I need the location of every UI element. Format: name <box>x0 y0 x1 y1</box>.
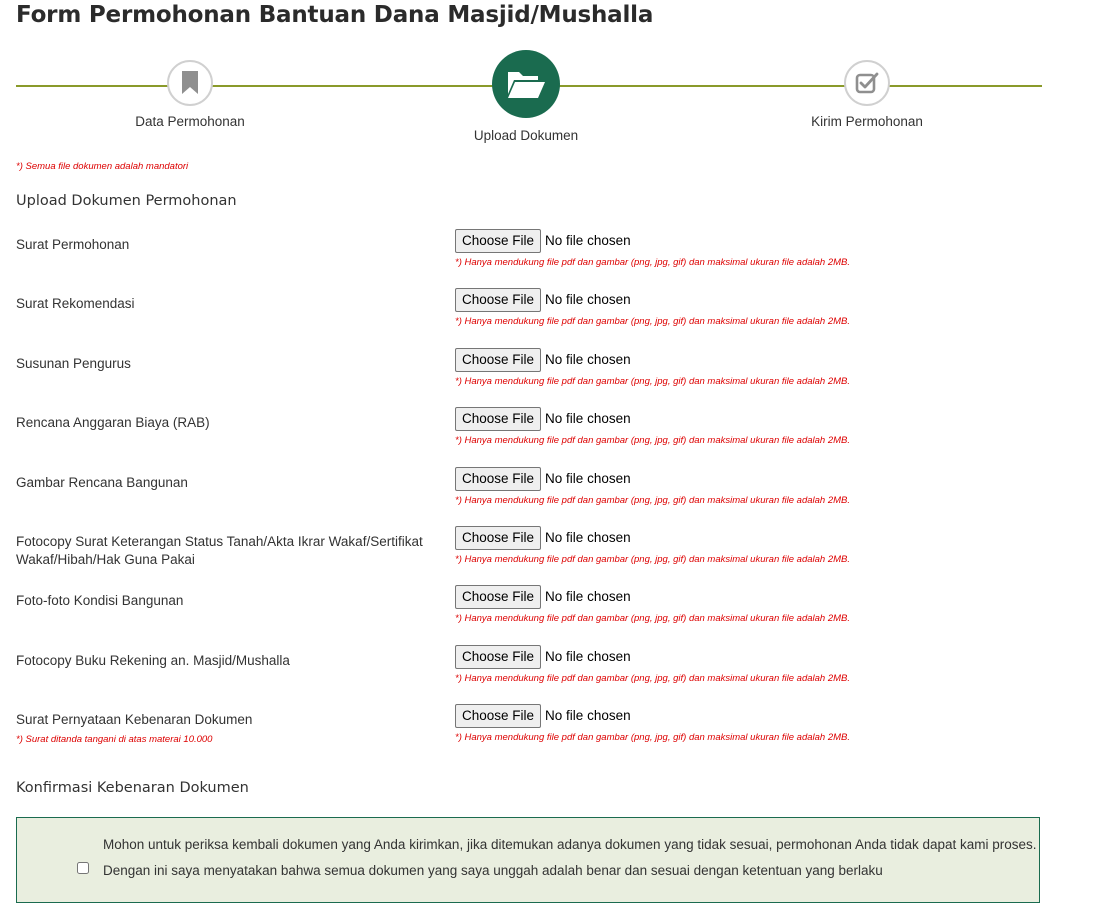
field-label: Fotocopy Buku Rekening an. Masjid/Mushalla <box>16 652 290 668</box>
upload-row-rab <box>16 407 1056 466</box>
step-label: Kirim Permohonan <box>811 114 923 129</box>
file-input-gambar-rencana[interactable] <box>455 467 631 491</box>
choose-file-button[interactable]: Choose File <box>455 348 541 372</box>
choose-file-button[interactable]: Choose File <box>455 467 541 491</box>
choose-file-button[interactable]: Choose File <box>455 407 541 431</box>
field-label: Surat Permohonan <box>16 237 130 252</box>
step-label: Upload Dokumen <box>473 128 579 143</box>
file-hint: *) Hanya mendukung file pdf dan gambar (png, jpg, gif) dan maksimal ukuran file adalah 2MB. <box>455 613 850 625</box>
file-status: No file chosen <box>545 589 631 605</box>
confirm-section-title: Konfirmasi Kebenaran Dokumen <box>16 780 249 796</box>
field-label: Foto-foto Kondisi Bangunan <box>16 593 184 609</box>
choose-file-button[interactable]: Choose File <box>455 585 541 609</box>
upload-row-surat-permohonan <box>16 229 1056 288</box>
step-kirim-permohonan[interactable] <box>747 60 987 129</box>
step-label: Data Permohonan <box>135 114 245 129</box>
file-status: No file chosen <box>545 708 631 724</box>
file-status: No file chosen <box>545 648 631 664</box>
field-label: Susunan Pengurus <box>16 355 131 371</box>
file-input-susunan-pengurus[interactable] <box>455 348 631 372</box>
confirm-checkbox[interactable] <box>77 862 89 874</box>
file-input-rab[interactable] <box>455 407 631 431</box>
confirm-message: Mohon untuk periksa kembali dokumen yang Anda kirimkan, jika ditemukan adanya dokumen yang tidak sesuai, permohonan Anda tidak dapat kami proses. <box>103 837 1037 852</box>
bookmark-icon <box>181 71 199 95</box>
step-circle <box>844 60 890 106</box>
file-input-buku-rekening[interactable] <box>455 645 631 669</box>
step-circle-active <box>492 50 560 118</box>
upload-field-list <box>16 229 1056 764</box>
choose-file-button[interactable]: Choose File <box>455 229 541 253</box>
check-square-icon <box>855 71 879 95</box>
upload-row-buku-rekening <box>16 645 1056 704</box>
field-label <box>16 711 426 749</box>
file-hint: *) Hanya mendukung file pdf dan gambar (png, jpg, gif) dan maksimal ukuran file adalah 2MB. <box>455 494 850 506</box>
upload-row-surat-rekomendasi <box>16 288 1056 347</box>
file-status: No file chosen <box>545 529 631 545</box>
file-hint: *) Hanya mendukung file pdf dan gambar (png, jpg, gif) dan maksimal ukuran file adalah 2MB. <box>455 375 850 387</box>
file-input-surat-permohonan[interactable] <box>455 229 631 253</box>
file-input-status-tanah[interactable] <box>455 526 631 550</box>
file-status: No file chosen <box>545 292 631 308</box>
file-hint: *) Hanya mendukung file pdf dan gambar (png, jpg, gif) dan maksimal ukuran file adalah 2MB. <box>455 553 850 565</box>
page-title: Form Permohonan Bantuan Dana Masjid/Mushalla <box>16 2 654 28</box>
step-upload-dokumen[interactable] <box>406 50 646 143</box>
file-hint: *) Hanya mendukung file pdf dan gambar (png, jpg, gif) dan maksimal ukuran file adalah 2MB. <box>455 316 850 328</box>
upload-row-status-tanah <box>16 526 1056 585</box>
step-circle <box>167 60 213 106</box>
file-status: No file chosen <box>545 470 631 486</box>
upload-row-foto-kondisi <box>16 585 1056 644</box>
choose-file-button[interactable]: Choose File <box>455 288 541 312</box>
field-label: Surat Rekomendasi <box>16 296 135 312</box>
choose-file-button[interactable]: Choose File <box>455 645 541 669</box>
file-input-surat-pernyataan[interactable] <box>455 704 631 728</box>
file-hint: *) Hanya mendukung file pdf dan gambar (png, jpg, gif) dan maksimal ukuran file adalah 2MB. <box>455 435 850 447</box>
field-sub-note: *) Surat ditanda tangani di atas materai 10.000 <box>16 734 213 746</box>
file-input-foto-kondisi[interactable] <box>455 585 631 609</box>
upload-row-gambar-rencana <box>16 467 1056 526</box>
file-status: No file chosen <box>545 233 631 248</box>
upload-section-title: Upload Dokumen Permohonan <box>16 193 237 209</box>
file-hint: *) Hanya mendukung file pdf dan gambar (png, jpg, gif) dan maksimal ukuran file adalah 2MB. <box>455 732 850 744</box>
file-input-surat-rekomendasi[interactable] <box>455 288 631 312</box>
upload-row-surat-pernyataan <box>16 704 1056 763</box>
confirm-box <box>16 817 1040 903</box>
mandatory-note: *) Semua file dokumen adalah mandatori <box>16 161 189 172</box>
folder-open-icon <box>506 68 546 100</box>
choose-file-button[interactable]: Choose File <box>455 704 541 728</box>
field-label: Gambar Rencana Bangunan <box>16 474 188 490</box>
upload-row-susunan-pengurus <box>16 348 1056 407</box>
field-label: Fotocopy Surat Keterangan Status Tanah/Akta Ikrar Wakaf/Sertifikat Wakaf/Hibah/Hak Guna Pakai <box>16 533 423 567</box>
file-hint: *) Hanya mendukung file pdf dan gambar (png, jpg, gif) dan maksimal ukuran file adalah 2MB. <box>455 257 850 268</box>
file-status: No file chosen <box>545 411 631 427</box>
step-data-permohonan[interactable] <box>70 60 310 129</box>
file-hint: *) Hanya mendukung file pdf dan gambar (png, jpg, gif) dan maksimal ukuran file adalah 2MB. <box>455 672 850 684</box>
field-label-text: Surat Pernyataan Kebenaran Dokumen <box>16 712 253 728</box>
confirm-checkbox-label[interactable]: Dengan ini saya menyatakan bahwa semua dokumen yang saya unggah adalah benar dan sesuai dengan ketentuan yang berlaku <box>103 863 883 878</box>
choose-file-button[interactable]: Choose File <box>455 526 541 550</box>
field-label: Rencana Anggaran Biaya (RAB) <box>16 415 210 431</box>
file-status: No file chosen <box>545 351 631 367</box>
